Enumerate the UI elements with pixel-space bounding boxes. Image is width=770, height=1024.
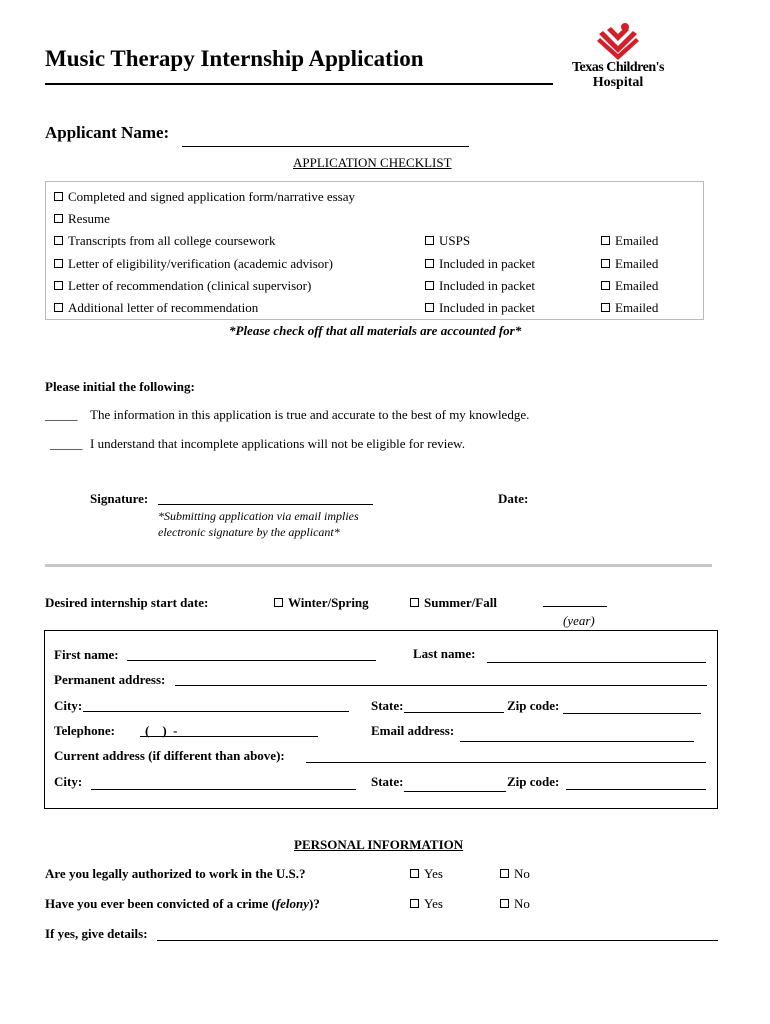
section-divider [45,564,712,567]
checkbox-icon[interactable] [54,281,63,290]
checkbox-icon[interactable] [54,259,63,268]
zip-code-field[interactable] [563,713,701,714]
checkbox-icon[interactable] [410,869,419,878]
checkbox-icon[interactable] [54,303,63,312]
city-label: City: [54,698,83,713]
conviction-question: Have you ever been convicted of a crime (felony)? [45,896,320,911]
signature-note: *Submitting application via email implies electronic signature by the applicant* [158,509,359,539]
last-name-field[interactable] [487,662,706,663]
checkbox-icon[interactable] [274,598,283,607]
details-field[interactable] [157,940,718,941]
checkbox-icon[interactable] [425,259,434,268]
checkbox-icon[interactable] [410,598,419,607]
signature-field[interactable] [158,504,373,505]
first-name-label: First name: [54,647,119,662]
checklist-item[interactable]: Letter of eligibility/verification (academic advisor) [54,256,333,272]
telephone-label: Telephone: [54,723,115,738]
applicant-name-label: Applicant Name: [45,123,170,142]
city-field[interactable] [91,789,356,790]
checkbox-icon[interactable] [601,303,610,312]
checkbox-icon[interactable] [425,303,434,312]
included-in-packet-option[interactable]: Included in packet [425,300,535,316]
permanent-address-label: Permanent address: [54,672,166,687]
current-address-field[interactable] [306,762,706,763]
checkbox-icon[interactable] [601,281,610,290]
checklist-item[interactable]: Letter of recommendation (clinical supervisor) [54,278,311,294]
yes-option[interactable]: Yes [410,896,443,912]
checkbox-icon[interactable] [500,869,509,878]
emailed-option[interactable]: Emailed [601,300,658,316]
no-option[interactable]: No [500,866,530,882]
email-address-field[interactable] [460,741,694,742]
checkbox-icon[interactable] [425,236,434,245]
zip-code-label: Zip code: [507,774,560,789]
city-label: City: [54,774,83,789]
checklist-item[interactable]: Completed and signed application form/narrative essay [54,189,355,205]
telephone-field[interactable] [140,736,318,737]
year-label: (year) [563,613,595,628]
summer-fall-option[interactable]: Summer/Fall [410,595,497,611]
last-name-label: Last name: [413,646,476,661]
yes-option[interactable]: Yes [410,866,443,882]
checkbox-icon[interactable] [54,236,63,245]
emailed-option[interactable]: Emailed [601,256,658,272]
current-address-label: Current address (if different than above): [54,748,285,763]
phone-format: ( ) - [145,723,178,738]
checkbox-icon[interactable] [601,259,610,268]
details-label: If yes, give details: [45,926,148,941]
included-in-packet-option[interactable]: Included in packet [425,256,535,272]
checkbox-icon[interactable] [54,192,63,201]
checklist-item[interactable]: Additional letter of recommendation [54,300,258,316]
date-label: Date: [498,491,529,506]
signature-label: Signature: [90,491,149,506]
checklist-heading: APPLICATION CHECKLIST [293,155,452,170]
initial-statement: The information in this application is true and accurate to the best of my knowledge. [90,407,530,422]
initials-heading: Please initial the following: [45,379,195,394]
year-field[interactable] [543,606,607,607]
zip-code-label: Zip code: [507,698,560,713]
first-name-field[interactable] [127,660,376,661]
applicant-name-field[interactable] [182,146,469,147]
initial-blank[interactable]: _____ [50,436,83,451]
page-title: Music Therapy Internship Application [45,46,424,71]
hospital-logo [566,22,670,90]
personal-info-heading: PERSONAL INFORMATION [294,837,464,852]
checkbox-icon[interactable] [54,214,63,223]
state-field[interactable] [404,791,506,792]
permanent-address-field[interactable] [175,685,707,686]
work-authorization-question: Are you legally authorized to work in the U.S.? [45,866,306,881]
included-in-packet-option[interactable]: Included in packet [425,278,535,294]
checkbox-icon[interactable] [425,281,434,290]
winter-spring-option[interactable]: Winter/Spring [274,595,369,611]
usps-option[interactable]: USPS [425,233,470,249]
checklist-item[interactable]: Resume [54,211,110,227]
start-date-label: Desired internship start date: [45,595,209,610]
emailed-option[interactable]: Emailed [601,233,658,249]
city-field[interactable] [83,711,349,712]
state-label: State: [371,698,404,713]
checklist-item[interactable]: Transcripts from all college coursework [54,233,275,249]
zip-code-field[interactable] [566,789,706,790]
checkbox-icon[interactable] [410,899,419,908]
title-underline [45,83,553,85]
checkbox-icon[interactable] [500,899,509,908]
checkbox-icon[interactable] [601,236,610,245]
email-address-label: Email address: [371,723,455,738]
logo-text-line1: Texas Children's [572,60,664,75]
emailed-option[interactable]: Emailed [601,278,658,294]
heart-logo-icon [595,22,641,60]
initial-statement: I understand that incomplete applications will not be eligible for review. [90,436,465,451]
checklist-note: *Please check off that all materials are accounted for* [229,323,522,338]
state-field[interactable] [404,712,504,713]
no-option[interactable]: No [500,896,530,912]
state-label: State: [371,774,404,789]
logo-text-line2: Hospital [592,75,644,90]
initial-blank[interactable]: _____ [45,407,78,422]
